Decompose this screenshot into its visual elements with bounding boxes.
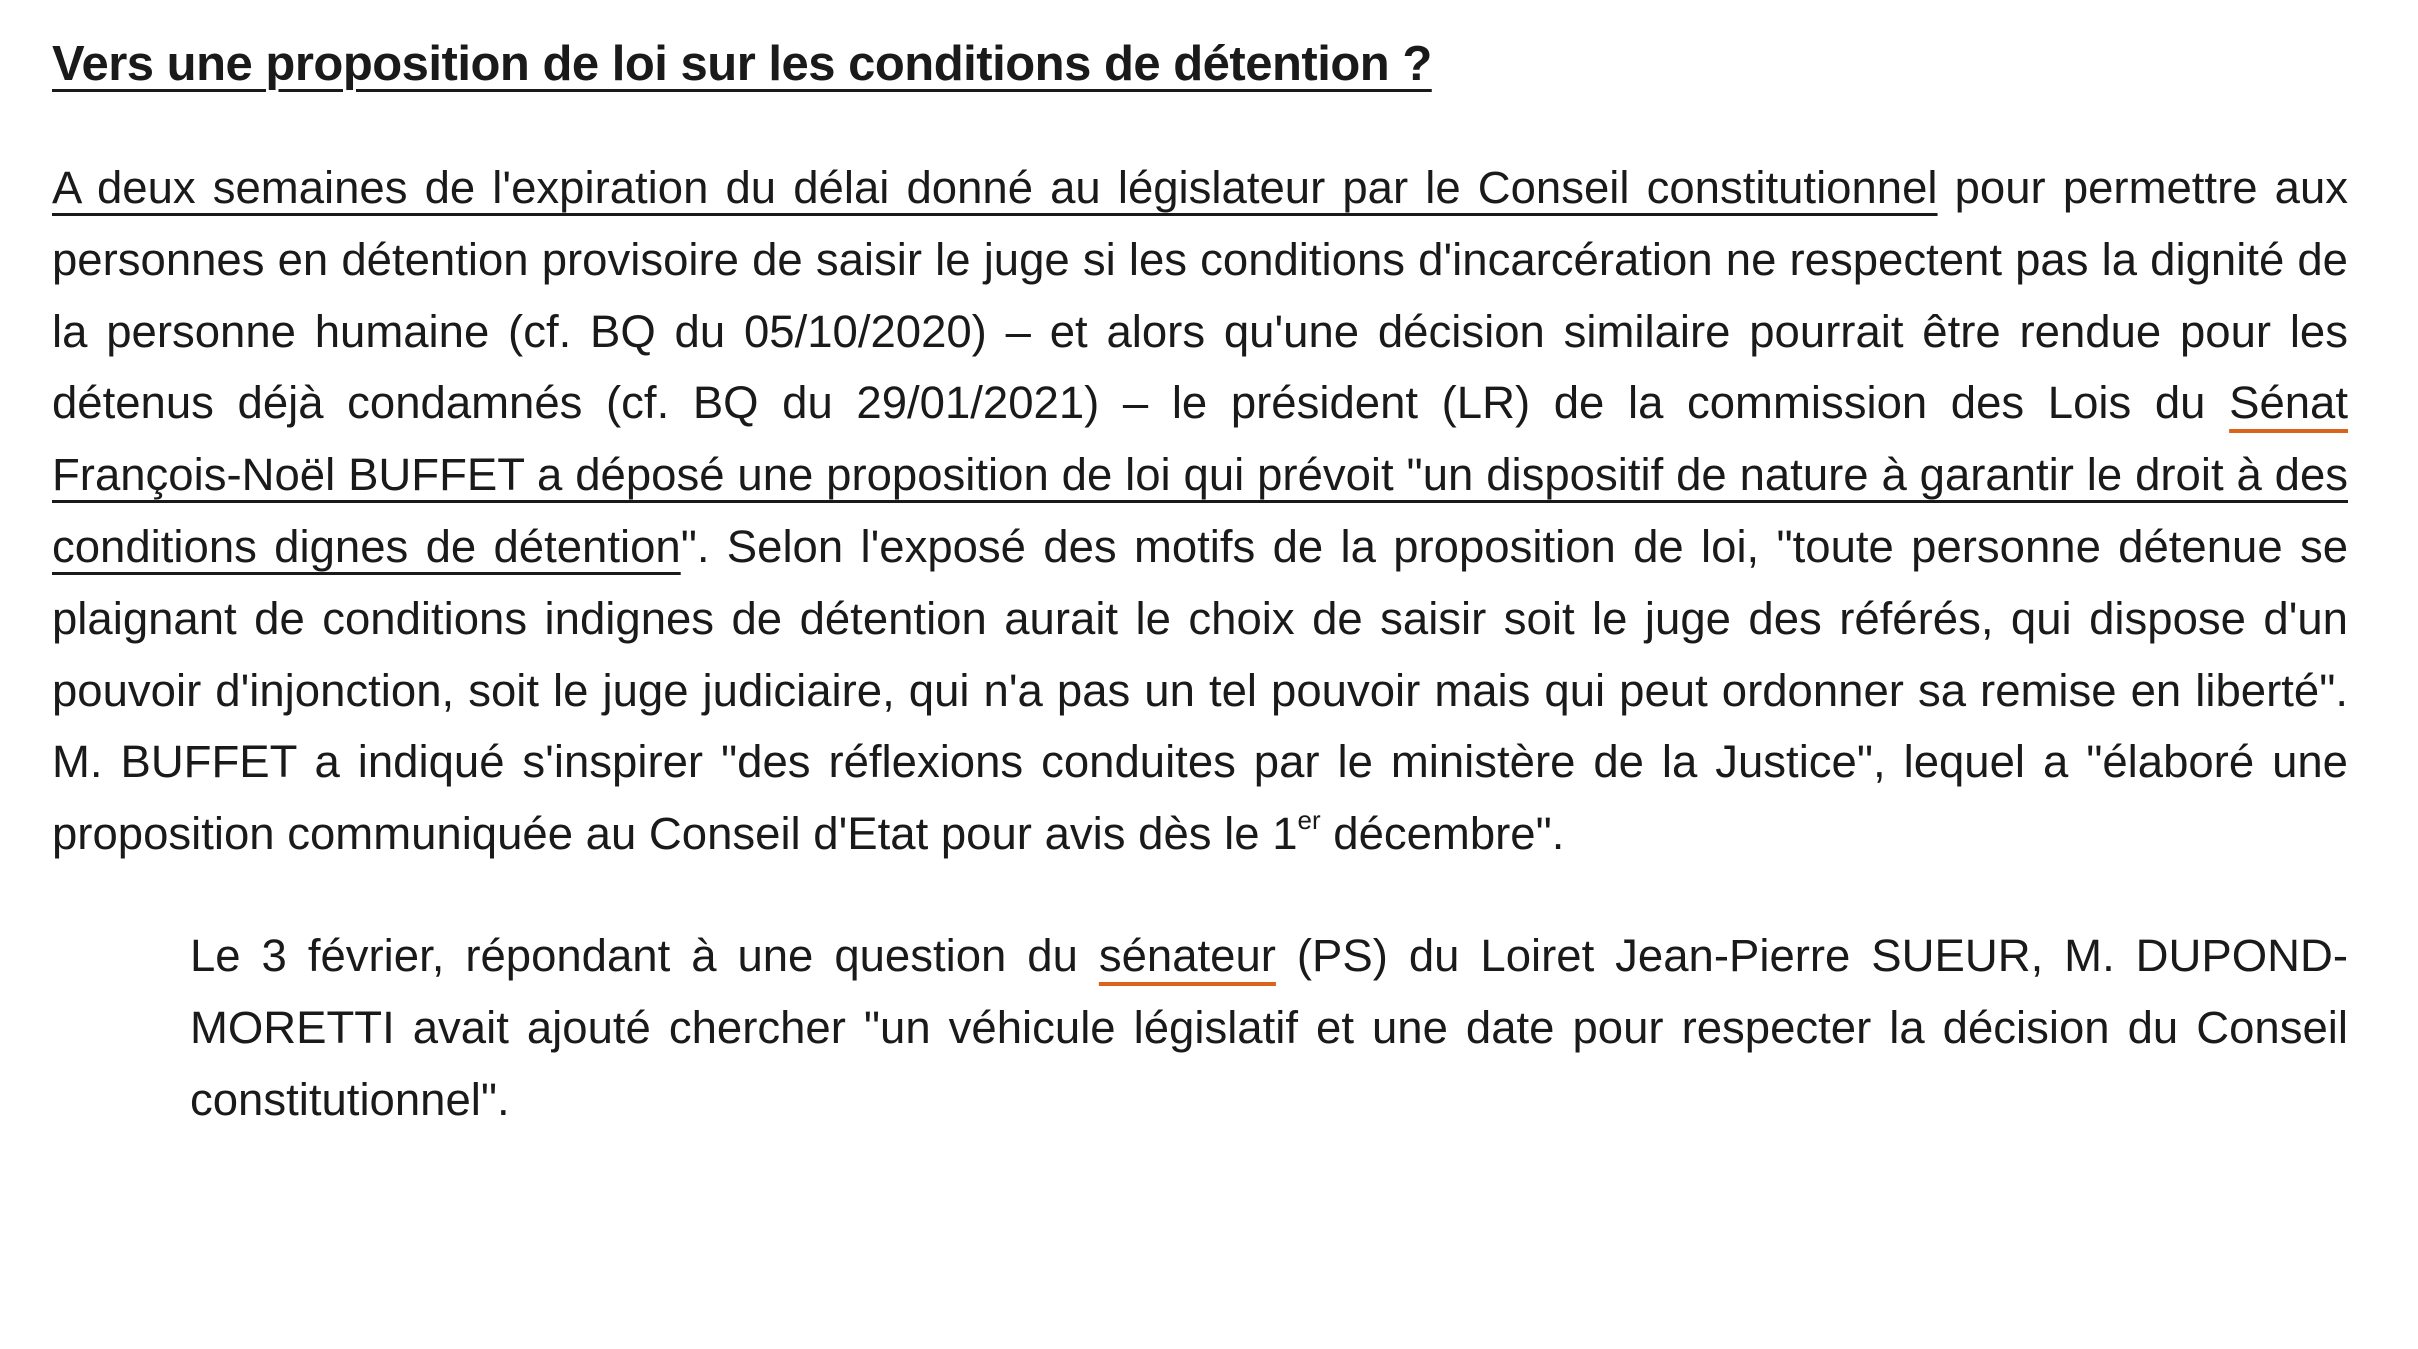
ordinal-superscript: er <box>1297 805 1321 836</box>
article-title <box>52 26 2348 102</box>
spellcheck-word-senateur[interactable]: sénateur <box>1098 929 1276 981</box>
underlined-passage-2: François-Noël BUFFET a déposé une proposition de loi qui prévoit "un dispositif de nature à garantir le droit à des conditions dignes de détention <box>52 449 2348 572</box>
spellcheck-word-senat[interactable]: Sénat <box>2229 377 2348 429</box>
paragraph-2 <box>190 920 2348 1135</box>
paragraph-1-text-c: décembre". <box>1320 808 1565 860</box>
paragraph-1-text-b: ". Selon l'exposé des motifs de la proposition de loi, "toute personne détenue se plaignant de conditions indignes de détention aurait le choix de saisir soit le juge des référés, qui dispose d'un pouvoir d'injonction, soit le juge judiciaire, qui n'a pas un tel pouvoir mais qui peut ordonner sa remise en liberté". M. BUFFET a indiqué s'inspirer "des réflexions conduites par le ministère de la Justice", lequel a "élaboré une proposition communiquée au Conseil d'Etat pour avis dès le 1 <box>52 520 2349 860</box>
underlined-passage-1: A deux semaines de l'expiration du délai donné au législateur par le Conseil constitutionnel <box>52 162 1938 213</box>
paragraph-2-text-b: (PS) du Loiret Jean-Pierre SUEUR, M. DUPOND-MORETTI avait ajouté chercher "un véhicule législatif et une date pour respecter la décision du Conseil constitutionnel". <box>190 929 2348 1125</box>
paragraph-2-text-a: Le 3 février, répondant à une question du <box>190 929 1099 981</box>
article-title-text: Vers une proposition de loi sur les conditions de détention ? <box>52 37 1432 91</box>
paragraph-1-text-a: pour permettre aux personnes en détention provisoire de saisir le juge si les conditions d'incarcération ne respectent pas la dignité de la personne humaine (cf. BQ du 05/10/2020) – et alors qu'une décision similaire pourrait être rendue pour les détenus déjà condamnés (cf. BQ du 29/01/2021) – le président (LR) de la commission des Lois du <box>52 162 2348 429</box>
paragraph-1 <box>52 152 2348 870</box>
document-page <box>52 26 2348 1135</box>
